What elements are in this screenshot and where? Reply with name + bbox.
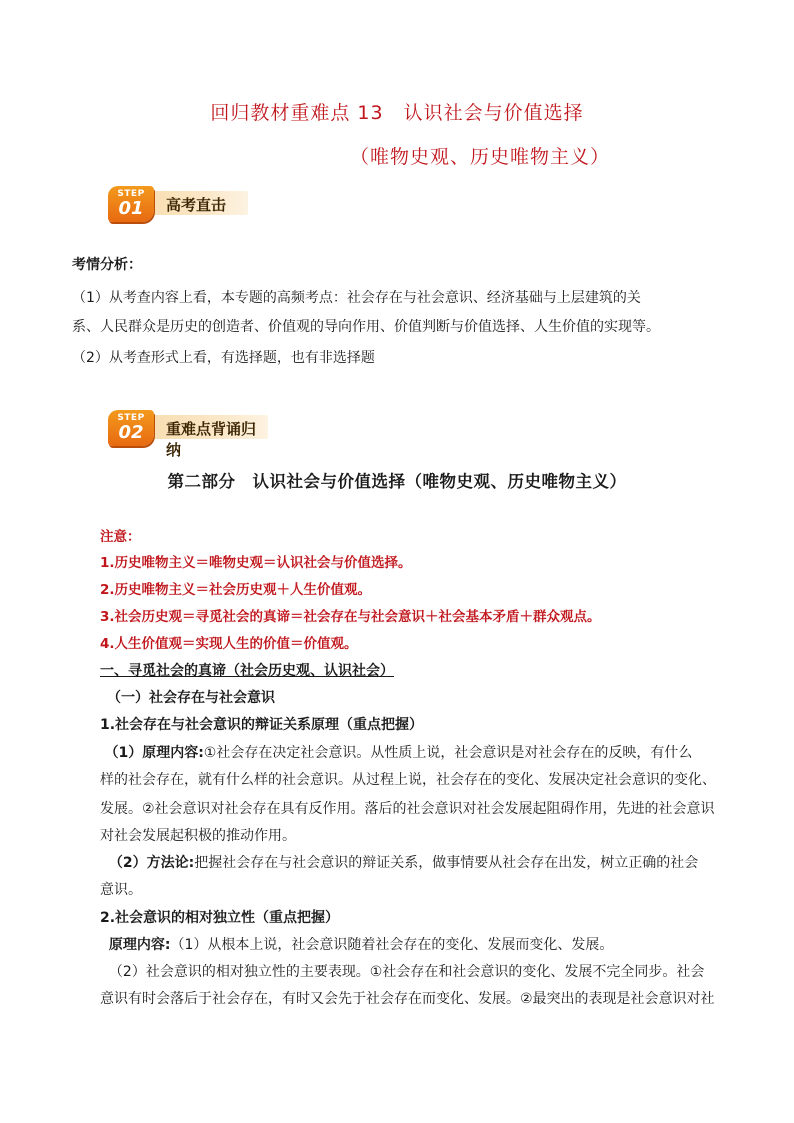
point-1-title: 1.社会存在与社会意识的辩证关系原理（重点把握） <box>100 717 424 733</box>
document-subtitle: （唯物史观、历史唯物主义） <box>350 146 611 168</box>
analysis-heading: 考情分析： <box>72 257 142 273</box>
content-text: （2）社会意识的相对独立性的主要表现。①社会存在和社会意识的变化、发展不完全同步。社会 <box>108 964 705 980</box>
subsection-1-heading: （一）社会存在与社会意识 <box>107 690 275 706</box>
content-text: （1）从根本上说，社会意识随着社会存在的变化、发展而变化、发展。 <box>170 937 614 953</box>
step-02-banner <box>108 410 268 459</box>
analysis-paragraph-1-line-1: （1）从考查内容上看，本专题的高频考点：社会存在与社会意识、经济基础与上层建筑的关 <box>72 290 641 306</box>
step-word: STEP <box>117 413 145 423</box>
content-text: ①社会存在决定社会意识。从性质上说，社会意识是对社会存在的反映，有什么 <box>203 745 693 761</box>
analysis-paragraph-1-line-2: 系、人民群众是历史的创造者、价值观的导向作用、价值判断与价值选择、人生价值的实现等。 <box>72 319 660 335</box>
step-word: STEP <box>117 189 145 199</box>
step-number: 02 <box>118 422 144 443</box>
point-2-content-line-3: 意识有时会落后于社会存在，有时又会先于社会存在而变化、发展。②最突出的表现是社会意识对社 <box>100 991 715 1007</box>
step-01-banner <box>108 186 248 226</box>
method-text: 把握社会存在与社会意识的辩证关系，做事情要从社会存在出发，树立正确的社会 <box>194 855 699 871</box>
step-label: 高考直击 <box>166 196 227 214</box>
point-2-content-line-1 <box>100 932 740 959</box>
part-heading: 第二部分 认识社会与价值选择（唯物史观、历史唯物主义） <box>167 472 627 491</box>
note-item-4: 4.人生价值观＝实现人生的价值＝价值观。 <box>100 636 358 652</box>
note-item-2: 2.历史唯物主义＝社会历史观＋人生价值观。 <box>100 582 372 598</box>
point-2-title: 2.社会意识的相对独立性（重点把握） <box>100 910 340 926</box>
note-item-1: 1.历史唯物主义＝唯物史观＝认识社会与价值选择。 <box>100 555 412 571</box>
analysis-paragraph-2: （2）从考查形式上看，有选择题，也有非选择题 <box>72 350 375 366</box>
point-1-content-line-2: 样的社会存在，就有什么样的社会意识。从过程上说，社会存在的变化、发展决定社会意识的变化、 <box>100 772 716 788</box>
point-1-method-line-1 <box>100 850 740 877</box>
note-item-3: 3.社会历史观＝寻觅社会的真谛＝社会存在与社会意识＋社会基本矛盾＋群众观点。 <box>100 609 601 625</box>
point-1-content-line-3: 发展。②社会意识对社会存在具有反作用。落后的社会意识对社会发展起阻碍作用，先进的社会意识 <box>100 801 715 817</box>
method-label: （2）方法论: <box>108 855 195 871</box>
point-1-method-line-2: 意识。 <box>100 882 142 898</box>
step-label: 重难点背诵归纳 <box>166 420 257 459</box>
section-1-heading: 一、寻觅社会的真谛（社会历史观、认识社会） <box>100 663 394 679</box>
content-label: 原理内容: <box>108 937 171 953</box>
document-title: 回归教材重难点 13 认识社会与价值选择 <box>210 102 584 124</box>
step-number: 01 <box>118 198 144 219</box>
step-badge <box>108 186 154 222</box>
notes-heading: 注意： <box>100 529 141 545</box>
step-badge <box>108 410 154 446</box>
content-label: （1）原理内容: <box>104 745 204 761</box>
point-2-content-line-2 <box>100 959 740 986</box>
point-1-content-line-4: 对社会发展起积极的推动作用。 <box>100 828 296 844</box>
point-1-content-line-1 <box>100 740 730 767</box>
